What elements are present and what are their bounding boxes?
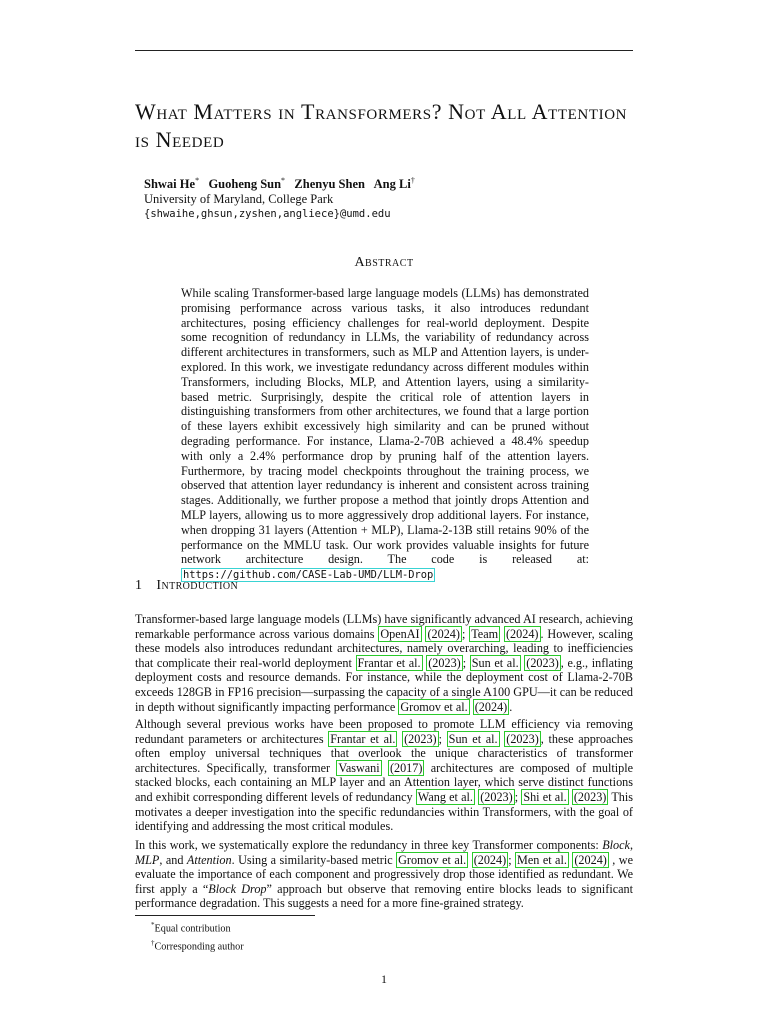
paragraph-text: . However, scaling these models also introduces redundant architectures, namely overarching, leading to inefficiencies that complicate their real-world deployment — [135, 626, 634, 670]
paragraph-text: , and — [159, 852, 187, 867]
paragraph-text: This motivates a deeper investigation into the specific redundancies within Transformers, with the goal of identifying and addressing the most critical modules. — [135, 789, 634, 834]
code-link[interactable]: https://github.com/CASE-Lab-UMD/LLM-Drop — [183, 569, 434, 582]
citation-link[interactable]: Sun et al. — [471, 655, 519, 670]
emphasis-text: MLP — [135, 852, 160, 867]
citation-link[interactable]: (2024) — [474, 699, 508, 714]
footnote-corresponding-author — [151, 936, 244, 954]
emphasis-text: Block — [602, 838, 630, 852]
author-list — [144, 173, 415, 192]
citation-link[interactable]: Sun et al. — [448, 731, 498, 746]
citation-link[interactable]: Wang et al. — [417, 789, 473, 804]
intro-paragraph-3: In this work, we systematically explore the redundancy in three key Transformer components: Block, MLP, and Attention. Using a similarity-based metric Gromov et al. (2024) ; Men et al. (2024) , we evaluate the importance of each component and progressively drop those identified as redundant. We first apply a “Block Drop” approach but observe that removing entire blocks leads to significant performance degradation. This suggests a need for a more fine-grained strategy. — [135, 838, 634, 911]
author-name: Guoheng Sun — [208, 177, 282, 192]
author-mark: † — [410, 176, 415, 185]
citation-link[interactable]: (2017) — [389, 760, 423, 775]
intro-paragraph-1: Transformer-based large language models (LLMs) have significantly advanced AI research, achieving remarkable performance across various domains OpenAI (2024) ; Team (2024) . However, scaling these models also introduces redundant architectures, namely overarching, leading to inefficiencies that complicate their real-world deployment Frantar et al. (2023) ; Sun et al. (2023) , e.g., inflating deployment costs and resource demands. For instance, while the deployment cost of Llama-2-70B exceeds 128GB in FP16 precision—surpassing the capacity of a single A100 GPU—it can be reduced in depth without significantly impacting performance Gromov et al. (2024) . — [135, 612, 634, 714]
paragraph-text: Transformer-based large language models (LLMs) have significantly advanced AI research, achieving remarkable performance across various domains — [135, 612, 633, 641]
page-number: 1 — [381, 972, 387, 986]
footnote-text: Equal contribution — [154, 923, 231, 935]
footnote-text: Corresponding author — [154, 941, 244, 953]
author-name: Shwai He — [144, 177, 196, 192]
citation-link[interactable]: Vaswani — [338, 760, 380, 775]
section-title: Introduction — [156, 578, 239, 593]
citation-link[interactable]: Shi et al. — [523, 789, 567, 804]
author-mark: * — [281, 176, 286, 185]
paper-title: What Matters in Transformers? Not All Attention is Needed — [135, 99, 628, 152]
citation-link[interactable]: Gromov et al. — [398, 852, 467, 867]
citation-link[interactable]: (2023) — [506, 731, 539, 746]
footnote-equal-contribution — [151, 918, 244, 936]
citation-link[interactable]: (2024) — [574, 852, 607, 867]
section-heading-introduction — [135, 578, 238, 594]
abstract-text — [181, 286, 589, 583]
abstract-body-text: While scaling Transformer-based large language models (LLMs) has demonstrated promising performance across various tasks, it also introduces redundant architectures, posing efficiency challenges for real-world deployment. Despite some recognition of redundancy in LLMs, the variability of redundancy across different architectures in transformers, such as MLP and Attention layers, is under-explored. In this work, we investigate redundancy across different modules within Transformers, including Blocks, MLP, and Attention layers, using a similarity-based metric. Surprisingly, despite the critical role of attention layers in distinguishing transformers from other architectures, we found that a large portion of these layers exhibit excessively high similarity and can be pruned without degrading performance. For instance, Llama-2-70B achieved a 48.4% speedup with only a 2.4% performance drop by pruning half of the attention layers. Furthermore, by tracing model checkpoints throughout the training process, we observed that attention layer redundancy is inherent and consistent across training stages. Additionally, we further propose a method that jointly drops Attention and MLP layers, allowing us to more aggressively drop additional layers. For instance, when dropping 31 layers (Attention + MLP), Llama-2-13B still retains 90% of the performance on the MMLU task. Our work provides valuable insights for future network architecture design. The code is released at: — [181, 286, 589, 567]
footnote-mark: * — [151, 921, 155, 929]
citation-link[interactable]: Men et al. — [517, 852, 567, 867]
top-rule — [135, 50, 633, 51]
citation-link[interactable]: Frantar et al. — [357, 655, 421, 670]
paragraph-text: In this work, we systematically explore the redundancy in three key Transformer components: — [135, 838, 603, 852]
citation-link[interactable]: (2023) — [428, 655, 461, 670]
section-number: 1 — [135, 578, 143, 593]
citation-link[interactable]: (2023) — [404, 731, 437, 746]
citation-link[interactable]: (2023) — [480, 789, 513, 804]
citation-link[interactable]: (2023) — [573, 789, 607, 804]
paragraph-text: , we evaluate the importance of each component and progressively drop those identified as redundant. We first apply a “ — [135, 852, 634, 896]
paragraph-text: ” approach but observe that removing entire blocks leads to significant performance degradation. This suggests a need for a more fine-grained strategy. — [135, 881, 634, 911]
emphasis-text: Block Drop — [208, 881, 267, 896]
citation-link[interactable]: Frantar et al. — [330, 731, 396, 746]
citation-link[interactable]: (2023) — [526, 655, 559, 670]
paragraph-text: architectures are composed of multiple stacked blocks, each containing an MLP layer and an Attention layer, which serve distinct functions and exhibit corresponding different levels of redundancy — [135, 760, 634, 804]
paragraph-text: . — [509, 699, 513, 714]
citation-link[interactable]: (2024) — [473, 852, 507, 867]
footnotes — [151, 918, 244, 955]
author-name: Ang Li — [373, 177, 411, 192]
author-name: Zhenyu Shen — [294, 177, 365, 192]
citation-link[interactable]: OpenAI — [380, 626, 420, 641]
paragraph-text: , — [629, 838, 633, 852]
affiliation: University of Maryland, College Park — [144, 192, 334, 207]
abstract-heading: Abstract — [354, 255, 414, 270]
citation-link[interactable]: Gromov et al. — [400, 699, 468, 714]
citation-link[interactable]: Team — [471, 626, 499, 641]
intro-paragraph-2: Although several previous works have been proposed to promote LLM efficiency via removing redundant parameters or architectures Frantar et al. (2023) ; Sun et al. (2023) , these approaches often employ universal techniques that overlook the unique characteristics of transformer architectures. Specifically, transformer Vaswani (2017) architectures are composed of multiple stacked blocks, each containing an MLP layer and an Attention layer, which serve distinct functions and exhibit corresponding different levels of redundancy Wang et al. (2023) ; Shi et al. (2023) This motivates a deeper investigation into the specific redundancies within Transformers, with the goal of identifying and addressing the most critical modules. — [135, 717, 634, 834]
citation-link[interactable]: (2024) — [427, 626, 460, 641]
emphasis-text: Attention — [186, 852, 232, 867]
author-block — [144, 173, 415, 222]
footnote-mark: † — [151, 939, 155, 948]
paragraph-text: , these approaches often employ universal techniques that overlook the unique characteristics of transformer architectures. Specifically, transformer — [135, 731, 634, 775]
paragraph-text: Although several previous works have been proposed to promote LLM efficiency via removing redundant parameters or architectures — [135, 717, 633, 746]
footnote-rule — [135, 915, 315, 916]
paragraph-text: . Using a similarity-based metric — [231, 852, 397, 867]
author-email: {shwaihe,ghsun,zyshen,angliece}@umd.edu — [144, 208, 391, 221]
author-mark: * — [195, 176, 200, 185]
paragraph-text: , e.g., inflating deployment costs and resource demands. For instance, while the deployment cost of Llama-2-70B exceeds 128GB in FP16 precision—surpassing the capacity of a single A100 GPU—it can be reduced in depth without significantly impacting performance — [135, 655, 634, 714]
citation-link[interactable]: (2024) — [506, 626, 539, 641]
